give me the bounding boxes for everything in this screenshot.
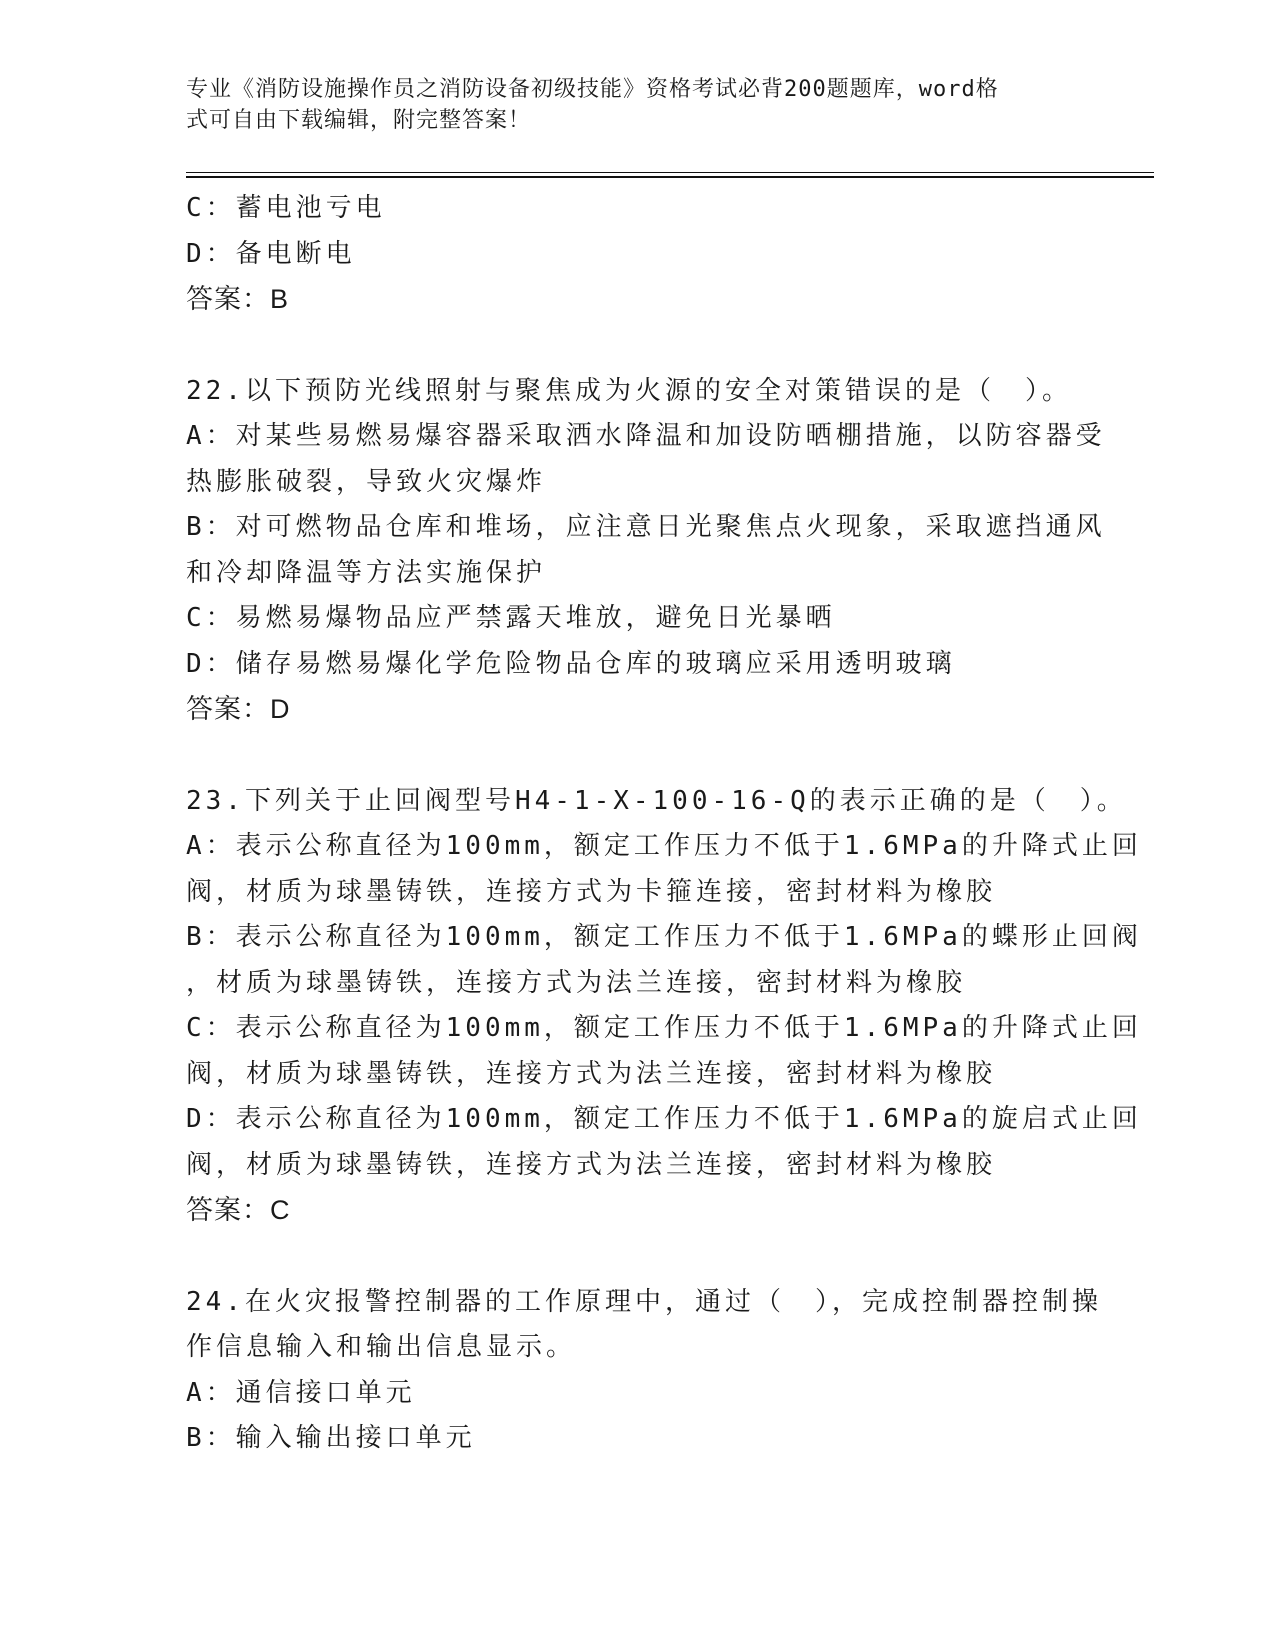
option-b: B：输入输出接口单元: [186, 1423, 476, 1453]
option-d: D：储存易燃易爆化学危险物品仓库的玻璃应采用透明玻璃: [186, 648, 956, 679]
option-c: C：表示公称直径为100mm，额定工作压力不低于1.6MPa的升降式止回: [186, 1013, 1142, 1043]
answer-line: 答案：C: [186, 1195, 291, 1225]
option-d: D：表示公称直径为100mm，额定工作压力不低于1.6MPa的旋启式止回: [186, 1104, 1142, 1134]
spacer: [186, 733, 1086, 779]
option-a: A：表示公称直径为100mm，额定工作压力不低于1.6MPa的升降式止回: [186, 831, 1142, 861]
spacer: [186, 323, 1086, 369]
question-21-tail: [186, 186, 1086, 323]
header-line-2: 式可自由下载编辑，附完整答案！: [186, 108, 532, 133]
header-divider-thick: [186, 176, 1154, 178]
option-a: A：对某些易燃易爆容器采取洒水降温和加设防晒棚措施，以防容器受: [186, 421, 1106, 451]
option-d-cont: 阀，材质为球墨铸铁，连接方式为法兰连接，密封材料为橡胶: [186, 1149, 997, 1180]
question-stem: 24.在火灾报警控制器的工作原理中，通过（ ），完成控制器控制操: [186, 1286, 1102, 1317]
document-header: [186, 74, 1066, 136]
option-b: B：对可燃物品仓库和堆场，应注意日光聚焦点火现象，采取遮挡通风: [186, 512, 1106, 542]
option-b: B：表示公称直径为100mm，额定工作压力不低于1.6MPa的蝶形止回阀: [186, 922, 1142, 952]
option-c: C：易燃易爆物品应严禁露天堆放，避免日光暴晒: [186, 603, 836, 633]
option-b-cont: ，材质为球墨铸铁，连接方式为法兰连接，密封材料为橡胶: [186, 967, 967, 998]
option-a: A：通信接口单元: [186, 1377, 416, 1408]
option-a-cont: 热膨胀破裂，导致火灾爆炸: [186, 466, 547, 497]
option-c-cont: 阀，材质为球墨铸铁，连接方式为法兰连接，密封材料为橡胶: [186, 1058, 997, 1089]
option-d: D：备电断电: [186, 238, 356, 269]
option-a-cont: 阀，材质为球墨铸铁，连接方式为卡箍连接，密封材料为橡胶: [186, 876, 997, 907]
spacer: [186, 1234, 1086, 1280]
header-divider-thin: [186, 172, 1154, 173]
question-stem: 22.以下预防光线照射与聚焦成为火源的安全对策错误的是（ ）。: [186, 375, 1072, 406]
answer-line: 答案：B: [186, 284, 290, 314]
question-stem-cont: 作信息输入和输出信息显示。: [186, 1332, 577, 1362]
question-stem: 23.下列关于止回阀型号H4-1-X-100-16-Q的表示正确的是（ ）。: [186, 785, 1127, 816]
header-line-1: 专业《消防设施操作员之消防设备初级技能》资格考试必背200题题库，word格: [186, 77, 999, 102]
question-content: [186, 186, 1142, 1462]
answer-line: 答案：D: [186, 694, 291, 724]
question-22: [186, 369, 1106, 733]
question-23: [186, 779, 1142, 1234]
question-24: [186, 1280, 1102, 1462]
option-c: C：蓄电池亏电: [186, 193, 386, 223]
option-b-cont: 和冷却降温等方法实施保护: [186, 557, 547, 588]
